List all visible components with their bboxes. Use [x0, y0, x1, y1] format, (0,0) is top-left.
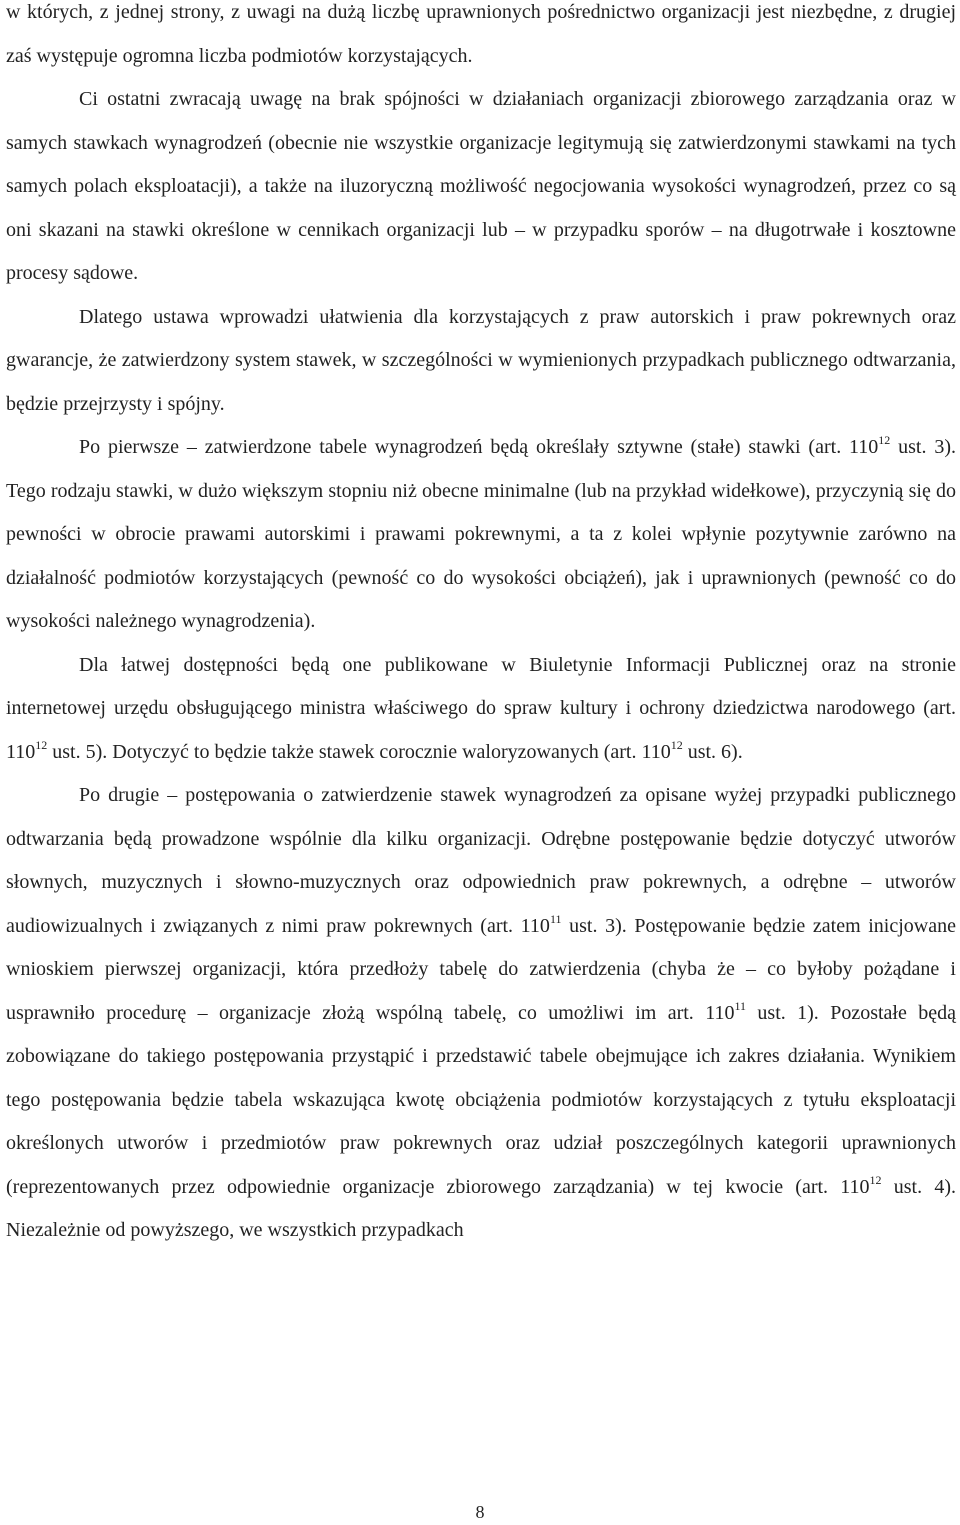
paragraph — [6, 644, 956, 775]
superscript-wrapper — [35, 737, 48, 763]
paragraph — [6, 296, 956, 427]
superscript-wrapper — [734, 998, 747, 1024]
article-superscript: 12 — [35, 737, 48, 752]
superscript-wrapper — [670, 737, 683, 763]
article-superscript: 12 — [869, 1172, 882, 1187]
paragraph-text: ust. 6). — [682, 740, 743, 763]
paragraph-text: ust. 3). Postępowanie będzie zatem inicjowane wnioskiem pierwszej organizacji, która przedłoży tabelę do zatwierdzenia (chyba że – co byłoby pożądane i usprawniło procedurę – organizacje złożą wspólną tabelę, co umożliwi im art. 110 — [6, 914, 956, 1024]
paragraph-text: Po drugie – postępowania o zatwierdzenie stawek wynagrodzeń za opisane wyżej przypadki publicznego odtwarzania będą prowadzone wspólnie dla kilku organizacji. Odrębne postępowanie będzie dotyczyć utworów słownych, muzycznych i słowno-muzycznych oraz odpowiednich praw pokrewnych, a odrębne – utworów audiowizualnych i związanych z nimi praw pokrewnych (art. 110 — [6, 784, 956, 937]
paragraph-text: ust. 4). Niezależnie od powyższego, we wszystkich przypadkach — [6, 1175, 956, 1241]
paragraph — [6, 426, 956, 644]
superscript-wrapper — [869, 1172, 882, 1198]
article-superscript: 12 — [878, 433, 891, 447]
paragraph-text: ust. 3). Tego rodzaju stawki, w dużo większym stopniu niż obecne minimalne (lub na przykład widełkowe), przyczynią się do pewności w obrocie prawami autorskimi i prawami pokrewnymi, a ta z kolei wpłynie pozytywnie zarówno na działalność podmiotów korzystających (pewność co do wysokości obciążeń), jak i uprawnionych (pewność co do wysokości należnego wynagrodzenia). — [6, 436, 956, 632]
superscript-wrapper — [549, 911, 562, 937]
paragraph — [6, 78, 956, 296]
paragraph-text: Dlatego ustawa wprowadzi ułatwienia dla korzystających z praw autorskich i praw pokrewnych oraz gwarancje, że zatwierdzony system stawek, w szczególności w wymienionych przypadkach publicznego odtwarzania, będzie przejrzysty i spójny. — [6, 305, 956, 415]
article-superscript: 11 — [549, 911, 562, 926]
paragraph — [6, 0, 956, 78]
paragraph-text: Po pierwsze – zatwierdzone tabele wynagrodzeń będą określały sztywne (stałe) stawki (art. 110 — [79, 436, 879, 458]
body-text — [6, 0, 956, 1253]
article-superscript: 12 — [670, 737, 683, 752]
paragraph-text: ust. 1). Pozostałe będą zobowiązane do takiego postępowania przystąpić i przedstawić tabele obejmujące ich zakres działania. Wynikiem tego postępowania będzie tabela wskazująca kwotę obciążenia podmiotów korzystających z tytułu eksploatacji określonych utworów i przedmiotów praw pokrewnych oraz udział poszczególnych kategorii uprawnionych (reprezentowanych przez odpowiednie organizacje zbiorowego zarządzania) w tej kwocie (art. 110 — [6, 1001, 956, 1198]
paragraph-text: Ci ostatni zwracają uwagę na brak spójności w działaniach organizacji zbiorowego zarządzania oraz w samych stawkach wynagrodzeń (obecnie nie wszystkie organizacje legitymują się zatwierdzonymi stawkami na tych samych polach eksploatacji), a także na iluzoryczną możliwość negocjowania wysokości wynagrodzeń, przez co są oni skazani na stawki określone w cennikach organizacji lub – w przypadku sporów – na długotrwałe i kosztowne procesy sądowe. — [6, 88, 956, 284]
page-number: 8 — [475, 1502, 485, 1522]
superscript-wrapper — [878, 433, 891, 458]
paragraph-text: ust. 5). Dotyczyć to będzie także stawek corocznie waloryzowanych (art. 110 — [47, 740, 671, 763]
paragraph — [6, 774, 956, 1253]
paragraph-text: w których, z jednej strony, z uwagi na dużą liczbę uprawnionych pośrednictwo organizacji jest niezbędne, z drugiej zaś występuje ogromna liczba podmiotów korzystających. — [6, 1, 956, 67]
paragraph-text: Dla łatwej dostępności będą one publikowane w Biuletynie Informacji Publicznej oraz na stronie internetowej urzędu obsługującego ministra właściwego do spraw kultury i ochrony dziedzictwa narodowego (art. 110 — [6, 653, 956, 763]
article-superscript: 11 — [734, 998, 747, 1013]
